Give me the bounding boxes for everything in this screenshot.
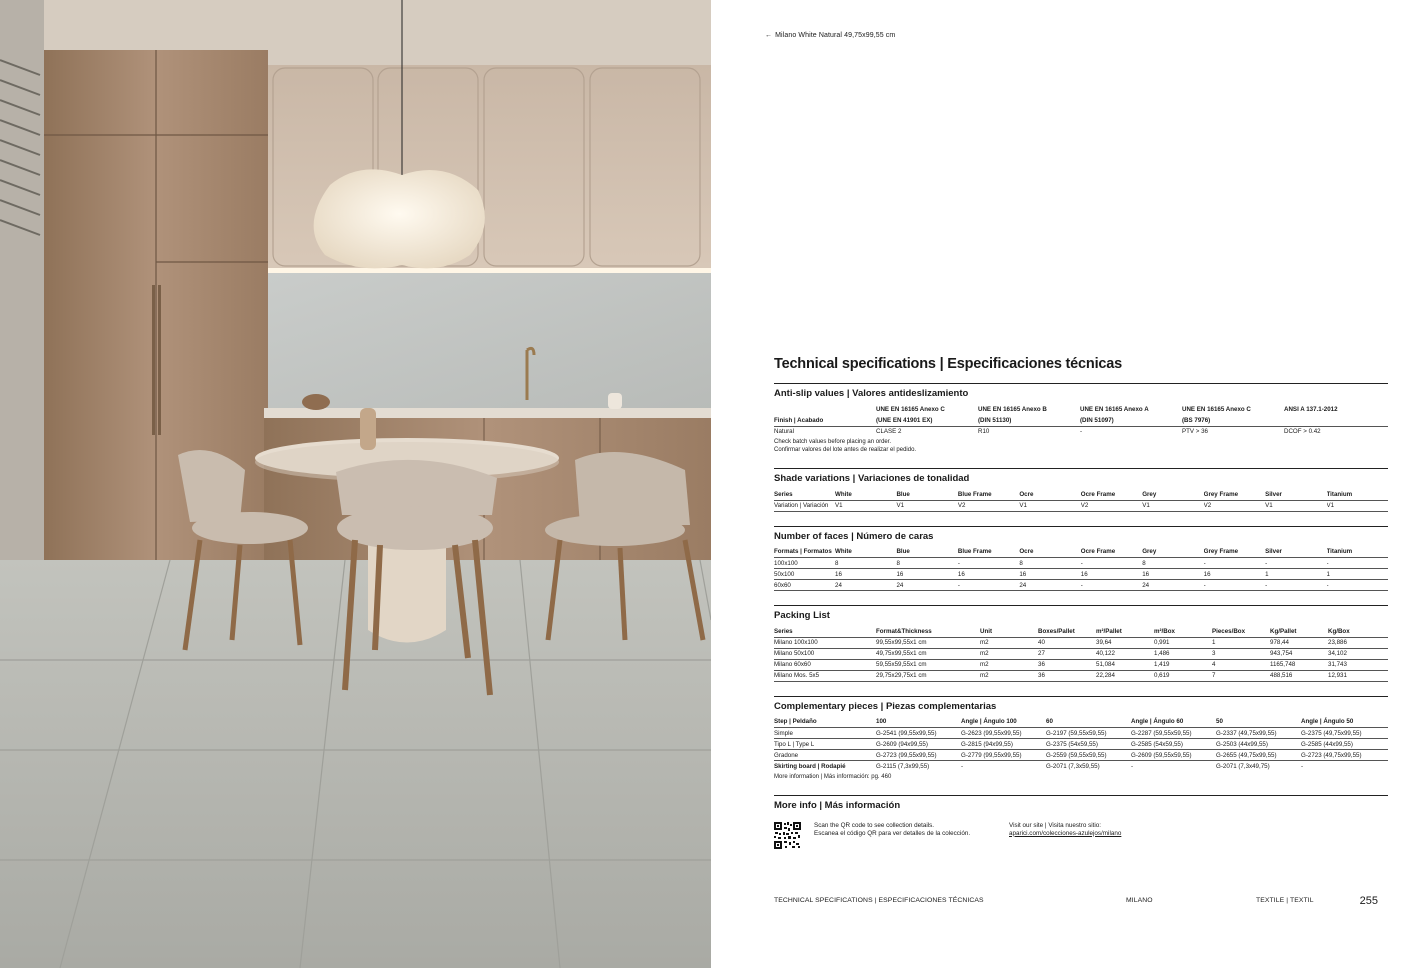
packing-cell: Milano 60x60 [774, 659, 876, 670]
shade-header: Ocre [1019, 489, 1080, 500]
packing-cell: 488,516 [1270, 670, 1328, 681]
packing-cell: 22,284 [1096, 670, 1154, 681]
packing-cell: 29,75x29,75x1 cm [876, 670, 980, 681]
packing-section [774, 605, 1388, 682]
antislip-title: Anti-slip values | Valores antideslizamiento [774, 388, 969, 399]
complementary-header: Step | Peldaño [774, 717, 876, 728]
faces-cell: - [958, 580, 1019, 591]
complementary-cell: G-2779 (99,55x99,55) [961, 750, 1046, 761]
packing-cell: 943,754 [1270, 648, 1328, 659]
skirting-cell: - [1131, 762, 1134, 770]
faces-cell: 16 [896, 569, 957, 580]
shade-section [774, 468, 1388, 512]
qr-code-icon[interactable] [774, 822, 801, 849]
complementary-cell: G-2559 (59,55x59,55) [1046, 750, 1131, 761]
complementary-note: More information | Más información: pg. 460 [774, 773, 892, 780]
complementary-cell: G-2609 (59,55x59,55) [1131, 750, 1216, 761]
faces-cell: 8 [835, 558, 896, 569]
shade-cell: V1 [1265, 500, 1326, 511]
complementary-header: 50 [1216, 717, 1301, 728]
packing-header: Pieces/Box [1212, 626, 1270, 637]
complementary-header: Angle | Ángulo 50 [1301, 717, 1388, 728]
antislip-note-es: Confirmar valores del lote antes de realizar el pedido. [774, 447, 917, 453]
faces-cell: 24 [1142, 580, 1203, 591]
faces-cell: 50x100 [774, 569, 835, 580]
faces-cell: 60x60 [774, 580, 835, 591]
packing-cell: m2 [980, 670, 1038, 681]
antislip-note-en: Check batch values before placing an order. [774, 439, 892, 445]
packing-cell: 12,931 [1328, 670, 1388, 681]
complementary-cell: Simple [774, 728, 876, 739]
antislip-h2-l2: (DIN 51130) [978, 415, 1080, 426]
packing-cell: 4 [1212, 659, 1270, 670]
spec-page [711, 0, 1420, 968]
packing-header: m²/Box [1154, 626, 1212, 637]
site-label: Visit our site | Visita nuestro sitio: [1009, 821, 1102, 829]
page-number: 255 [1359, 895, 1378, 907]
faces-header: Formats | Formatos [774, 547, 835, 558]
image-caption [765, 32, 895, 39]
packing-cell: 23,886 [1328, 637, 1388, 648]
packing-cell: 34,102 [1328, 648, 1388, 659]
faces-header: Silver [1265, 547, 1326, 558]
faces-header: Blue Frame [958, 547, 1019, 558]
faces-cell: - [1265, 580, 1326, 591]
antislip-cell: CLASE 2 [876, 428, 902, 436]
packing-cell: 36 [1038, 659, 1096, 670]
packing-cell: Milano 100x100 [774, 637, 876, 648]
complementary-cell: G-2655 (49,75x99,55) [1216, 750, 1301, 761]
packing-cell: 49,75x99,55x1 cm [876, 648, 980, 659]
footer-collection: MILANO [1126, 897, 1153, 904]
packing-cell: 978,44 [1270, 637, 1328, 648]
back-arrow-icon: ← [765, 32, 773, 39]
caption-text: Milano White Natural 49,75x99,55 cm [775, 32, 896, 39]
faces-cell: - [1327, 558, 1389, 569]
qr-text-es: Escanea el código QR para ver detalles de la colección. [814, 829, 971, 837]
packing-header: Boxes/Pallet [1038, 626, 1096, 637]
site-info [1009, 822, 1121, 838]
antislip-h2-l1: UNE EN 16165 Anexo B [978, 406, 1047, 413]
packing-header: m²/Pallet [1096, 626, 1154, 637]
complementary-table [774, 717, 1388, 772]
faces-cell: 8 [1142, 558, 1203, 569]
site-link[interactable]: aparici.com/colecciones-azulejos/milano [1009, 829, 1122, 837]
antislip-h3-l1: UNE EN 16165 Anexo A [1080, 406, 1149, 413]
antislip-section [774, 384, 1388, 454]
antislip-h1-l1: UNE EN 16165 Anexo C [876, 406, 945, 413]
shade-cell: V1 [896, 500, 957, 511]
faces-cell: - [958, 558, 1019, 569]
complementary-header: 100 [876, 717, 961, 728]
antislip-cell: R10 [978, 428, 990, 436]
skirting-cell: G-2115 (7,3x99,55) [876, 762, 930, 770]
shade-header: Grey [1142, 489, 1203, 500]
faces-cell: 16 [1019, 569, 1080, 580]
faces-cell: 24 [835, 580, 896, 591]
complementary-cell: G-2197 (59,55x59,55) [1046, 728, 1131, 739]
faces-cell: - [1081, 580, 1142, 591]
complementary-cell: G-2609 (94x99,55) [876, 739, 961, 750]
shade-cell: V2 [1081, 500, 1142, 511]
shade-title: Shade variations | Variaciones de tonalidad [774, 473, 970, 484]
shade-header: Blue [896, 489, 957, 500]
antislip-h4-l1: UNE EN 16165 Anexo C [1182, 406, 1251, 413]
complementary-cell: G-2585 (44x99,55) [1301, 739, 1388, 750]
shade-cell: V1 [1019, 500, 1080, 511]
faces-cell: 8 [1019, 558, 1080, 569]
packing-cell: 1165,748 [1270, 659, 1328, 670]
shade-cell: V1 [835, 500, 896, 511]
faces-header: Grey Frame [1204, 547, 1265, 558]
packing-cell: 31,743 [1328, 659, 1388, 670]
shade-header: Grey Frame [1204, 489, 1265, 500]
faces-cell: 16 [1204, 569, 1265, 580]
footer-category: TEXTILE | TEXTIL [1256, 897, 1314, 904]
packing-cell: 1,419 [1154, 659, 1212, 670]
faces-table [774, 547, 1388, 592]
antislip-h5-l2 [1284, 415, 1388, 426]
faces-cell: - [1081, 558, 1142, 569]
packing-header: Unit [980, 626, 1038, 637]
complementary-header: 60 [1046, 717, 1131, 728]
complementary-cell: G-2815 (94x99,55) [961, 739, 1046, 750]
faces-cell: 1 [1327, 569, 1389, 580]
packing-cell: 0,619 [1154, 670, 1212, 681]
faces-cell: - [1265, 558, 1326, 569]
complementary-cell: G-2503 (44x99,55) [1216, 739, 1301, 750]
skirting-cell: - [961, 762, 964, 770]
faces-cell: 16 [958, 569, 1019, 580]
packing-header: Kg/Pallet [1270, 626, 1328, 637]
more-info-section [774, 795, 1388, 849]
antislip-cell: Natural [774, 428, 794, 436]
faces-cell: - [1204, 558, 1265, 569]
shade-header: White [835, 489, 896, 500]
antislip-h1-l2: (UNE EN 41901 EX) [876, 415, 978, 426]
complementary-cell: G-2723 (99,55x99,55) [876, 750, 961, 761]
faces-cell: 100x100 [774, 558, 835, 569]
packing-cell: 40,122 [1096, 648, 1154, 659]
more-info-title: More info | Más información [774, 799, 901, 811]
skirting-cell: G-2071 (7,3x49,75) [1216, 762, 1270, 770]
antislip-h3-l2: (DIN 51097) [1080, 415, 1182, 426]
packing-cell: m2 [980, 648, 1038, 659]
complementary-title: Complementary pieces | Piezas complementarias [774, 700, 997, 712]
packing-cell: 99,55x99,55x1 cm [876, 637, 980, 648]
shade-cell: V1 [1142, 500, 1203, 511]
packing-cell: 40 [1038, 637, 1096, 648]
packing-header: Kg/Box [1328, 626, 1388, 637]
faces-cell: 16 [1142, 569, 1203, 580]
footer-section-label: TECHNICAL SPECIFICATIONS | ESPECIFICACIONES TÉCNICAS [774, 897, 984, 904]
shade-cell: V2 [1204, 500, 1265, 511]
complementary-header: Angle | Ángulo 100 [961, 717, 1046, 728]
faces-cell: 8 [896, 558, 957, 569]
faces-header: Titanium [1327, 547, 1389, 558]
spec-content [774, 356, 1388, 849]
skirting-cell: G-2071 (7,3x59,55) [1046, 762, 1100, 770]
antislip-h5-l1: ANSI A 137.1-2012 [1284, 406, 1338, 413]
antislip-h4-l2: (BS 7976) [1182, 415, 1284, 426]
packing-table [774, 626, 1388, 682]
faces-cell: - [1204, 580, 1265, 591]
shade-header: Silver [1265, 489, 1326, 500]
faces-title: Number of faces | Número de caras [774, 530, 934, 542]
complementary-cell: G-2585 (54x59,55) [1131, 739, 1216, 750]
qr-text-en: Scan the QR code to see collection details. [814, 821, 935, 829]
packing-cell: 51,084 [1096, 659, 1154, 670]
faces-cell: 1 [1265, 569, 1326, 580]
complementary-cell: G-2541 (99,55x99,55) [876, 728, 961, 739]
packing-cell: 27 [1038, 648, 1096, 659]
packing-cell: 1,486 [1154, 648, 1212, 659]
packing-cell: m2 [980, 659, 1038, 670]
antislip-cell: PTV > 36 [1182, 428, 1208, 436]
qr-instructions [814, 822, 1009, 838]
shade-table [774, 489, 1388, 512]
faces-cell: 16 [1081, 569, 1142, 580]
skirting-cell: - [1301, 762, 1304, 770]
packing-cell: m2 [980, 637, 1038, 648]
complementary-cell: G-2375 (54x59,55) [1046, 739, 1131, 750]
shade-header: Series [774, 489, 835, 500]
complementary-cell: G-2337 (49,75x99,55) [1216, 728, 1301, 739]
antislip-h0-l1 [774, 404, 876, 415]
packing-cell: 59,55x59,55x1 cm [876, 659, 980, 670]
antislip-cell: DCOF > 0.42 [1284, 428, 1321, 436]
packing-cell: Milano 50x100 [774, 648, 876, 659]
complementary-cell: G-2287 (59,55x59,55) [1131, 728, 1216, 739]
complementary-cell: Gradone [774, 750, 876, 761]
packing-header: Format&Thickness [876, 626, 980, 637]
complementary-cell: Tipo L | Type L [774, 739, 876, 750]
shade-cell: V2 [958, 500, 1019, 511]
complementary-cell: G-2723 (49,75x99,55) [1301, 750, 1388, 761]
shade-header: Titanium [1327, 489, 1389, 500]
faces-header: Ocre Frame [1081, 547, 1142, 558]
shade-cell: Variation | Variación [774, 500, 835, 511]
packing-header: Series [774, 626, 876, 637]
packing-cell: 3 [1212, 648, 1270, 659]
faces-cell: - [1327, 580, 1389, 591]
faces-header: Blue [896, 547, 957, 558]
complementary-header: Angle | Ángulo 60 [1131, 717, 1216, 728]
packing-cell: 7 [1212, 670, 1270, 681]
faces-header: White [835, 547, 896, 558]
packing-cell: 1 [1212, 637, 1270, 648]
antislip-cell: - [1080, 428, 1083, 436]
packing-cell: 39,64 [1096, 637, 1154, 648]
skirting-label: Skirting board | Rodapié [774, 762, 846, 770]
faces-header: Grey [1142, 547, 1203, 558]
packing-cell: 0,991 [1154, 637, 1212, 648]
complementary-cell: G-2623 (99,55x99,55) [961, 728, 1046, 739]
antislip-table [774, 404, 1388, 437]
complementary-cell: G-2375 (49,75x99,55) [1301, 728, 1388, 739]
packing-cell: Milano Mos. 5x5 [774, 670, 876, 681]
packing-cell: 36 [1038, 670, 1096, 681]
more-info-row [774, 822, 1388, 849]
faces-cell: 24 [896, 580, 957, 591]
complementary-section [774, 696, 1388, 781]
shade-cell: V1 [1327, 500, 1389, 511]
faces-section [774, 526, 1388, 592]
packing-title: Packing List [774, 610, 830, 621]
faces-cell: 24 [1019, 580, 1080, 591]
faces-header: Ocre [1019, 547, 1080, 558]
shade-header: Ocre Frame [1081, 489, 1142, 500]
page-title: Technical specifications | Especificaciones técnicas [774, 356, 1388, 384]
antislip-h0-l2: Finish | Acabado [774, 415, 876, 426]
faces-cell: 16 [835, 569, 896, 580]
shade-header: Blue Frame [958, 489, 1019, 500]
